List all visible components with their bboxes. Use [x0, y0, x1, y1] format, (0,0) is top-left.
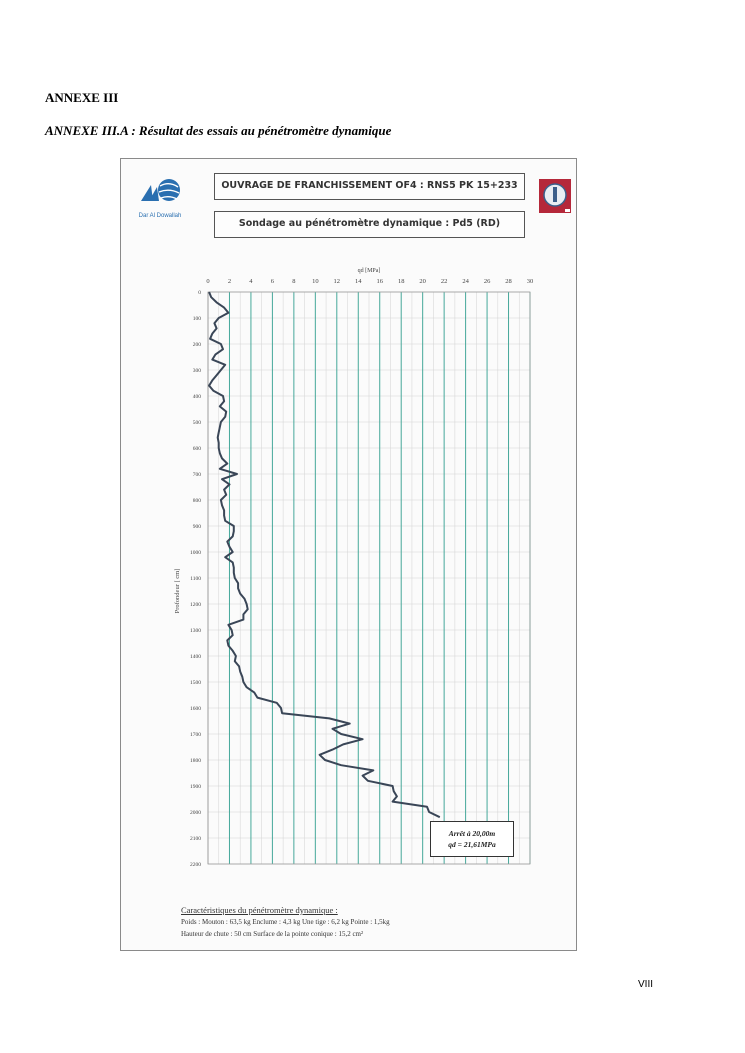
globe-logo-icon: [139, 177, 183, 207]
test-header: Sondage au pénétromètre dynamique : Pd5 (RD): [214, 211, 525, 238]
x-tick-label: 4: [249, 278, 253, 285]
y-tick-label: 1200: [190, 602, 201, 608]
stop-qd: qd = 21,61MPa: [448, 840, 496, 849]
chart-grid: [208, 292, 530, 864]
x-tick-label: 22: [440, 278, 448, 285]
company-logo: [129, 177, 191, 227]
x-tick-label: 8: [292, 278, 296, 285]
y-axis-label: Profondeur [ cm]: [174, 568, 181, 614]
project-header: OUVRAGE DE FRANCHISSEMENT OF4 : RNS5 PK 15+233: [214, 173, 525, 200]
y-tick-label: 2000: [190, 810, 201, 816]
y-tick-label: 1900: [190, 784, 201, 790]
x-tick-label: 30: [526, 278, 534, 285]
y-tick-label: 1000: [190, 550, 201, 556]
x-tick-label: 20: [419, 278, 426, 285]
stop-depth: Arrêt à 20,00m: [448, 829, 496, 838]
test-report-sheet: [120, 158, 577, 951]
x-tick-label: 10: [312, 278, 319, 285]
y-tick-label: 2100: [190, 836, 201, 842]
specs-drop: Hauteur de chute : 50 cm Surface de la pointe conique : 15,2 cm²: [181, 930, 364, 938]
ministry-emblem-icon: [539, 179, 571, 215]
y-tick-label: 600: [192, 446, 201, 452]
specs-title: Caractéristiques du pénétromètre dynamique :: [181, 905, 338, 915]
x-tick-label: 0: [206, 278, 210, 285]
y-tick-label: 200: [192, 342, 201, 348]
y-tick-label: 500: [192, 420, 201, 426]
y-tick-label: 1300: [190, 628, 201, 634]
y-tick-label: 400: [192, 394, 201, 400]
page-title: ANNEXE III: [45, 90, 119, 105]
x-tick-label: 12: [333, 278, 341, 285]
x-axis-ticks: [206, 278, 533, 285]
x-tick-label: 6: [270, 278, 275, 285]
y-tick-label: 0: [198, 290, 201, 296]
company-logo-caption: Dar Al Dowallah: [138, 213, 182, 219]
y-tick-label: 800: [192, 498, 201, 504]
x-tick-label: 24: [462, 278, 469, 285]
x-tick-label: 2: [227, 278, 232, 285]
y-tick-label: 700: [192, 472, 201, 478]
x-tick-label: 16: [376, 278, 383, 285]
x-tick-label: 26: [483, 278, 491, 285]
y-tick-label: 1800: [190, 758, 201, 764]
page-subtitle: ANNEXE III.A : Résultat des essais au pénétromètre dynamique: [45, 123, 392, 138]
x-tick-label: 18: [397, 278, 405, 285]
y-tick-label: 1700: [190, 732, 201, 738]
y-axis-ticks: [190, 290, 201, 868]
x-tick-label: 28: [505, 278, 512, 285]
specs-weights: Poids : Mouton : 63,5 kg Enclume : 4,3 kg Une tige : 6,2 kg Pointe : 1,5kg: [181, 918, 390, 926]
penetrometer-chart: [121, 249, 578, 889]
y-tick-label: 100: [192, 316, 201, 322]
specs-block: [181, 905, 390, 942]
stop-note: [430, 821, 514, 857]
y-tick-label: 1400: [190, 654, 201, 660]
y-tick-label: 1600: [190, 706, 201, 712]
y-tick-label: 900: [192, 524, 201, 530]
y-tick-label: 2200: [190, 862, 201, 868]
page-number: VIII: [638, 979, 654, 990]
y-tick-label: 1500: [190, 680, 201, 686]
x-tick-label: 14: [355, 278, 362, 285]
qd-profile-line: [209, 292, 440, 817]
y-tick-label: 1100: [190, 576, 201, 582]
y-tick-label: 300: [192, 368, 201, 374]
x-axis-label: qd [MPa]: [357, 268, 381, 274]
